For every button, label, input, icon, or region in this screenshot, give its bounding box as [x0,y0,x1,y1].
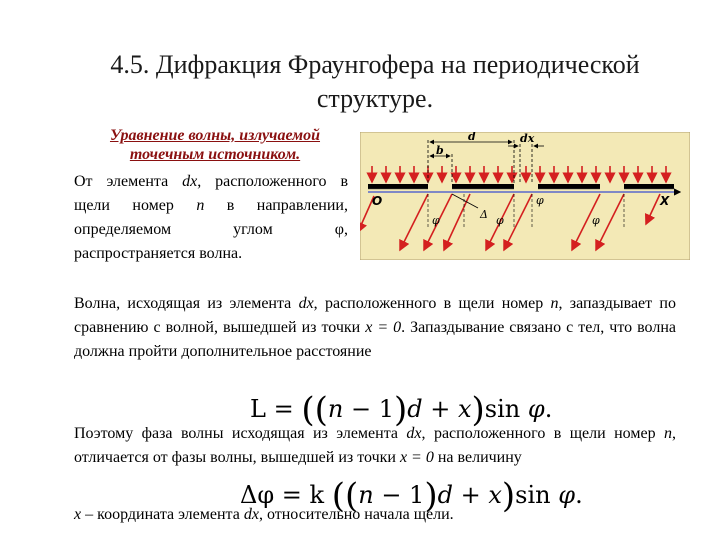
paragraph-delay: Волна, исходящая из элемента dx, расположенного в щели номер n, запаздывает по сравнению с волной, вышедшей из точки x = 0. Запаздывание связано с тел, что волна должна пройти дополнительное расстояние [74,295,676,360]
label-dx: dx [520,132,535,145]
label-phi-4: φ [592,214,600,227]
section-subtitle [70,126,360,164]
subtitle-line-1: Уравнение волны, излучаемой [109,127,321,144]
subtitle-line-2: точечным источником. [129,146,301,163]
paragraph-phase: Поэтому фаза волны исходящая из элемента dx, расположенного в щели номер n, отличается от фазы волны, вышедшей из точки x = 0 на величину [74,425,676,466]
label-o: O [372,194,383,208]
formula-path-difference: L = ((n − 1)d + x)sin φ. [250,390,553,430]
page-title [70,48,680,116]
title-line-2: структуре. [316,84,434,113]
label-delta: Δ [480,208,488,221]
paragraph-coordinate: x – координата элемента dx, относительно начала щели. [74,506,454,523]
label-b: b [436,144,444,157]
diagram-background [360,132,690,260]
label-d: d [468,132,476,143]
label-phi-1: φ [432,214,440,227]
label-x-axis: X [660,194,670,208]
grating-diagram [360,132,690,260]
intro-paragraph: От элемента dx, расположенного в щели номер n в направлении, определяемом углом φ, распространяется волна. [74,173,348,262]
formula-phase-difference: Δφ = k ((n − 1)d + x)sin φ. [240,476,583,516]
title-line-1: 4.5. Дифракция Фраунгофера на периодической [110,50,640,79]
label-phi-3: φ [536,194,544,207]
label-phi-2: φ [496,214,504,227]
